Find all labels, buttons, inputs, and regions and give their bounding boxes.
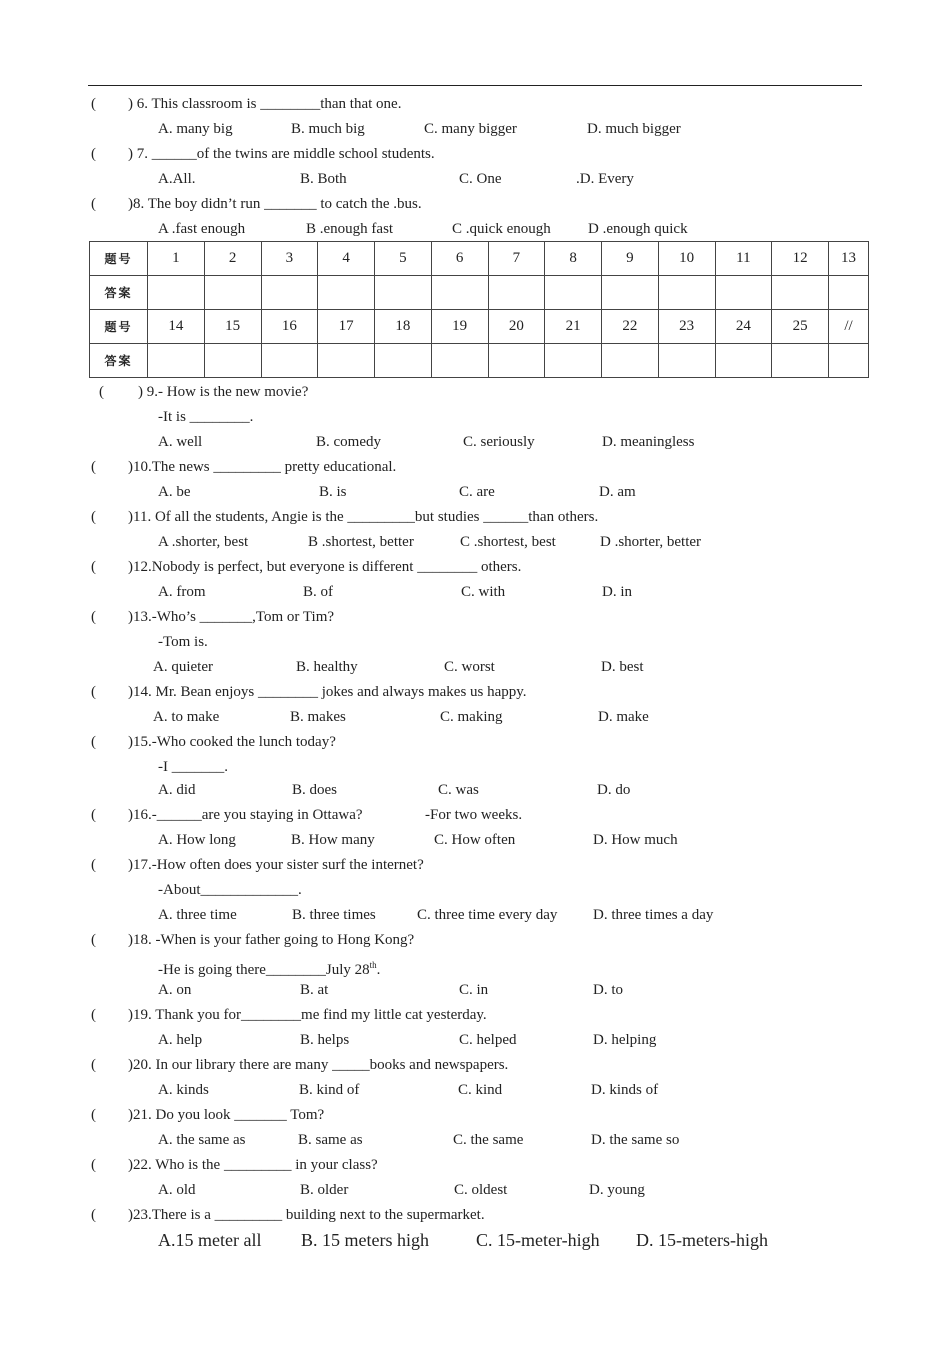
option-b: B. makes xyxy=(290,709,346,725)
option-c: C. the same xyxy=(453,1132,524,1148)
option-b: B .shortest, better xyxy=(308,534,414,550)
grid-row-numbers-2 xyxy=(90,310,869,344)
grid-label-number: 题号 xyxy=(90,242,148,276)
option-c: C. How often xyxy=(434,832,516,848)
option-a: A.All. xyxy=(158,171,196,187)
option-a: A. quieter xyxy=(153,659,213,675)
grid-answer-cell[interactable] xyxy=(261,276,318,310)
answer-paren: ( xyxy=(91,1107,96,1123)
grid-row-answers-1 xyxy=(90,276,869,310)
grid-answer-cell[interactable] xyxy=(431,276,488,310)
option-d: D .shorter, better xyxy=(600,534,702,550)
option-d: D. meaningless xyxy=(602,434,695,450)
option-d: D. am xyxy=(599,484,636,500)
grid-answer-cell[interactable] xyxy=(148,344,205,378)
answer-paren: ( xyxy=(91,1207,96,1223)
grid-number-cell: 1 xyxy=(148,242,205,276)
answer-paren: ( xyxy=(91,609,96,625)
option-c: C. seriously xyxy=(463,434,535,450)
grid-number-cell: 19 xyxy=(431,310,488,344)
question-stem: )10.The news _________ pretty educational. xyxy=(128,459,397,475)
answer-paren: ( xyxy=(91,196,96,212)
grid-number-cell: // xyxy=(829,310,869,344)
grid-answer-cell[interactable] xyxy=(829,276,869,310)
grid-answer-cell[interactable] xyxy=(204,344,261,378)
answer-paren: ( xyxy=(91,559,96,575)
answer-paren: ( xyxy=(99,384,104,400)
grid-number-cell: 16 xyxy=(261,310,318,344)
grid-number-cell: 14 xyxy=(148,310,205,344)
grid-number-cell: 5 xyxy=(375,242,432,276)
grid-label-answer: 答案 xyxy=(90,276,148,310)
answer-paren: ( xyxy=(91,1007,96,1023)
option-d: D. three times a day xyxy=(593,907,714,923)
grid-row-numbers-1 xyxy=(90,242,869,276)
option-b: B. helps xyxy=(300,1032,350,1048)
question-reply: -For two weeks. xyxy=(425,807,523,823)
question-stem: )18. -When is your father going to Hong Kong? xyxy=(128,932,415,948)
question-stem: )13.-Who’s _______,Tom or Tim? xyxy=(128,609,335,625)
answer-paren: ( xyxy=(91,857,96,873)
option-b: B. 15 meters high xyxy=(301,1230,429,1250)
option-c: C. One xyxy=(459,171,502,187)
question-stem: )19. Thank you for________me find my little cat yesterday. xyxy=(128,1007,487,1023)
option-b: B. does xyxy=(292,782,337,798)
option-d: D. helping xyxy=(593,1032,657,1048)
grid-number-cell: 20 xyxy=(488,310,545,344)
option-d: D. in xyxy=(602,584,632,600)
grid-number-cell: 23 xyxy=(658,310,715,344)
option-b: B. healthy xyxy=(296,659,358,675)
option-a: A .shorter, best xyxy=(158,534,249,550)
option-a: A.15 meter all xyxy=(158,1230,262,1250)
option-d: D. 15-meters-high xyxy=(636,1230,768,1250)
grid-answer-cell[interactable] xyxy=(602,276,659,310)
question-reply: -About_____________. xyxy=(158,882,302,898)
option-a: A. on xyxy=(158,982,192,998)
answer-paren: ( xyxy=(91,96,96,112)
grid-answer-cell[interactable] xyxy=(431,344,488,378)
grid-number-cell: 7 xyxy=(488,242,545,276)
grid-number-cell: 11 xyxy=(715,242,772,276)
grid-number-cell: 4 xyxy=(318,242,375,276)
answer-paren: ( xyxy=(91,1157,96,1173)
grid-number-cell: 10 xyxy=(658,242,715,276)
question-reply: -Tom is. xyxy=(158,634,208,650)
option-b: B. older xyxy=(300,1182,349,1198)
question-stem: )17.-How often does your sister surf the internet? xyxy=(128,857,424,873)
question-reply: -I _______. xyxy=(158,759,228,775)
grid-row-answers-2 xyxy=(90,344,869,378)
answer-paren: ( xyxy=(91,459,96,475)
option-a: A. from xyxy=(158,584,206,600)
grid-answer-cell[interactable] xyxy=(148,276,205,310)
answer-paren: ( xyxy=(91,807,96,823)
option-b: B. kind of xyxy=(299,1082,360,1098)
grid-answer-cell[interactable] xyxy=(204,276,261,310)
grid-answer-cell[interactable] xyxy=(318,344,375,378)
option-c: C. in xyxy=(459,982,489,998)
question-stem: ) 7. ______of the twins are middle school students. xyxy=(128,146,435,162)
option-a: A. the same as xyxy=(158,1132,246,1148)
grid-number-cell: 18 xyxy=(375,310,432,344)
question-stem: ) 6. This classroom is ________than that one. xyxy=(128,96,402,112)
option-d: D. How much xyxy=(593,832,678,848)
option-c: C. oldest xyxy=(454,1182,508,1198)
option-b: B .enough fast xyxy=(306,221,394,237)
answer-paren: ( xyxy=(91,684,96,700)
question-reply: -It is ________. xyxy=(158,409,254,425)
option-c: C .quick enough xyxy=(452,221,551,237)
grid-number-cell: 3 xyxy=(261,242,318,276)
option-d: .D. Every xyxy=(576,171,634,187)
grid-number-cell: 17 xyxy=(318,310,375,344)
option-d: D. the same so xyxy=(591,1132,680,1148)
question-stem: )20. In our library there are many _____books and newspapers. xyxy=(128,1057,509,1073)
option-a: A. old xyxy=(158,1182,196,1198)
option-c: C. with xyxy=(461,584,506,600)
question-stem: )15.-Who cooked the lunch today? xyxy=(128,734,336,750)
option-a: A. help xyxy=(158,1032,203,1048)
grid-label-number: 题号 xyxy=(90,310,148,344)
question-stem: )11. Of all the students, Angie is the _________but studies ______than others. xyxy=(128,509,599,525)
option-d: D. do xyxy=(597,782,631,798)
option-a: A. How long xyxy=(158,832,236,848)
option-d: D. best xyxy=(601,659,644,675)
question-reply: -He is going there________July 28th. xyxy=(158,960,381,978)
grid-answer-cell[interactable] xyxy=(715,344,772,378)
grid-number-cell: 22 xyxy=(602,310,659,344)
question-stem: )23.There is a _________ building next to the supermarket. xyxy=(128,1207,485,1223)
option-d: D. make xyxy=(598,709,649,725)
option-d: D. much bigger xyxy=(587,121,681,137)
grid-answer-cell[interactable] xyxy=(658,276,715,310)
option-c: C. are xyxy=(459,484,495,500)
grid-answer-cell[interactable] xyxy=(375,276,432,310)
grid-number-cell: 8 xyxy=(545,242,602,276)
grid-answer-cell[interactable] xyxy=(772,276,829,310)
question-stem: )14. Mr. Bean enjoys ________ jokes and always makes us happy. xyxy=(128,684,527,700)
option-a: A. many big xyxy=(158,121,233,137)
option-b: B. much big xyxy=(291,121,365,137)
option-c: C .shortest, best xyxy=(460,534,556,550)
answer-paren: ( xyxy=(91,146,96,162)
option-c: C. helped xyxy=(459,1032,517,1048)
option-b: B. How many xyxy=(291,832,375,848)
option-a: A. to make xyxy=(153,709,220,725)
grid-number-cell: 6 xyxy=(431,242,488,276)
option-c: C. many bigger xyxy=(424,121,517,137)
header-rule xyxy=(88,85,862,86)
grid-answer-cell[interactable] xyxy=(772,344,829,378)
grid-number-cell: 13 xyxy=(829,242,869,276)
answer-paren: ( xyxy=(91,1057,96,1073)
grid-answer-cell[interactable] xyxy=(715,276,772,310)
option-d: D. to xyxy=(593,982,623,998)
option-a: A. kinds xyxy=(158,1082,209,1098)
grid-answer-cell[interactable] xyxy=(602,344,659,378)
question-stem: )22. Who is the _________ in your class? xyxy=(128,1157,378,1173)
question-stem: )12.Nobody is perfect, but everyone is different ________ others. xyxy=(128,559,522,575)
option-a: A .fast enough xyxy=(158,221,246,237)
answer-grid xyxy=(89,241,869,378)
question-stem: )21. Do you look _______ Tom? xyxy=(128,1107,325,1123)
grid-answer-cell[interactable] xyxy=(261,344,318,378)
grid-number-cell: 15 xyxy=(204,310,261,344)
question-stem: )16.-______are you staying in Ottawa? xyxy=(128,807,363,823)
answer-paren: ( xyxy=(91,509,96,525)
grid-label-answer: 答案 xyxy=(90,344,148,378)
option-c: C. 15-meter-high xyxy=(476,1230,600,1250)
option-c: C. worst xyxy=(444,659,495,675)
option-b: B. at xyxy=(300,982,329,998)
option-c: C. making xyxy=(440,709,503,725)
grid-answer-cell[interactable] xyxy=(545,276,602,310)
question-stem: )8. The boy didn’t run _______ to catch the .bus. xyxy=(128,196,422,212)
grid-number-cell: 24 xyxy=(715,310,772,344)
answer-paren: ( xyxy=(91,932,96,948)
grid-answer-cell[interactable] xyxy=(488,344,545,378)
grid-answer-cell[interactable] xyxy=(658,344,715,378)
option-a: A. three time xyxy=(158,907,237,923)
option-b: B. is xyxy=(319,484,347,500)
grid-answer-cell[interactable] xyxy=(829,344,869,378)
option-b: B. of xyxy=(303,584,333,600)
option-a: A. well xyxy=(158,434,203,450)
grid-answer-cell[interactable] xyxy=(375,344,432,378)
option-a: A. did xyxy=(158,782,196,798)
option-c: C. three time every day xyxy=(417,907,558,923)
grid-answer-cell[interactable] xyxy=(545,344,602,378)
grid-number-cell: 25 xyxy=(772,310,829,344)
grid-number-cell: 21 xyxy=(545,310,602,344)
option-b: B. same as xyxy=(298,1132,363,1148)
grid-number-cell: 9 xyxy=(602,242,659,276)
option-b: B. three times xyxy=(292,907,376,923)
answer-paren: ( xyxy=(91,734,96,750)
grid-answer-cell[interactable] xyxy=(318,276,375,310)
option-d: D. young xyxy=(589,1182,645,1198)
grid-number-cell: 2 xyxy=(204,242,261,276)
option-d: D. kinds of xyxy=(591,1082,659,1098)
grid-answer-cell[interactable] xyxy=(488,276,545,310)
grid-number-cell: 12 xyxy=(772,242,829,276)
option-b: B. comedy xyxy=(316,434,381,450)
option-b: B. Both xyxy=(300,171,347,187)
option-d: D .enough quick xyxy=(588,221,688,237)
question-stem: ) 9.- How is the new movie? xyxy=(138,384,309,400)
option-c: C. kind xyxy=(458,1082,503,1098)
option-c: C. was xyxy=(438,782,479,798)
option-a: A. be xyxy=(158,484,191,500)
